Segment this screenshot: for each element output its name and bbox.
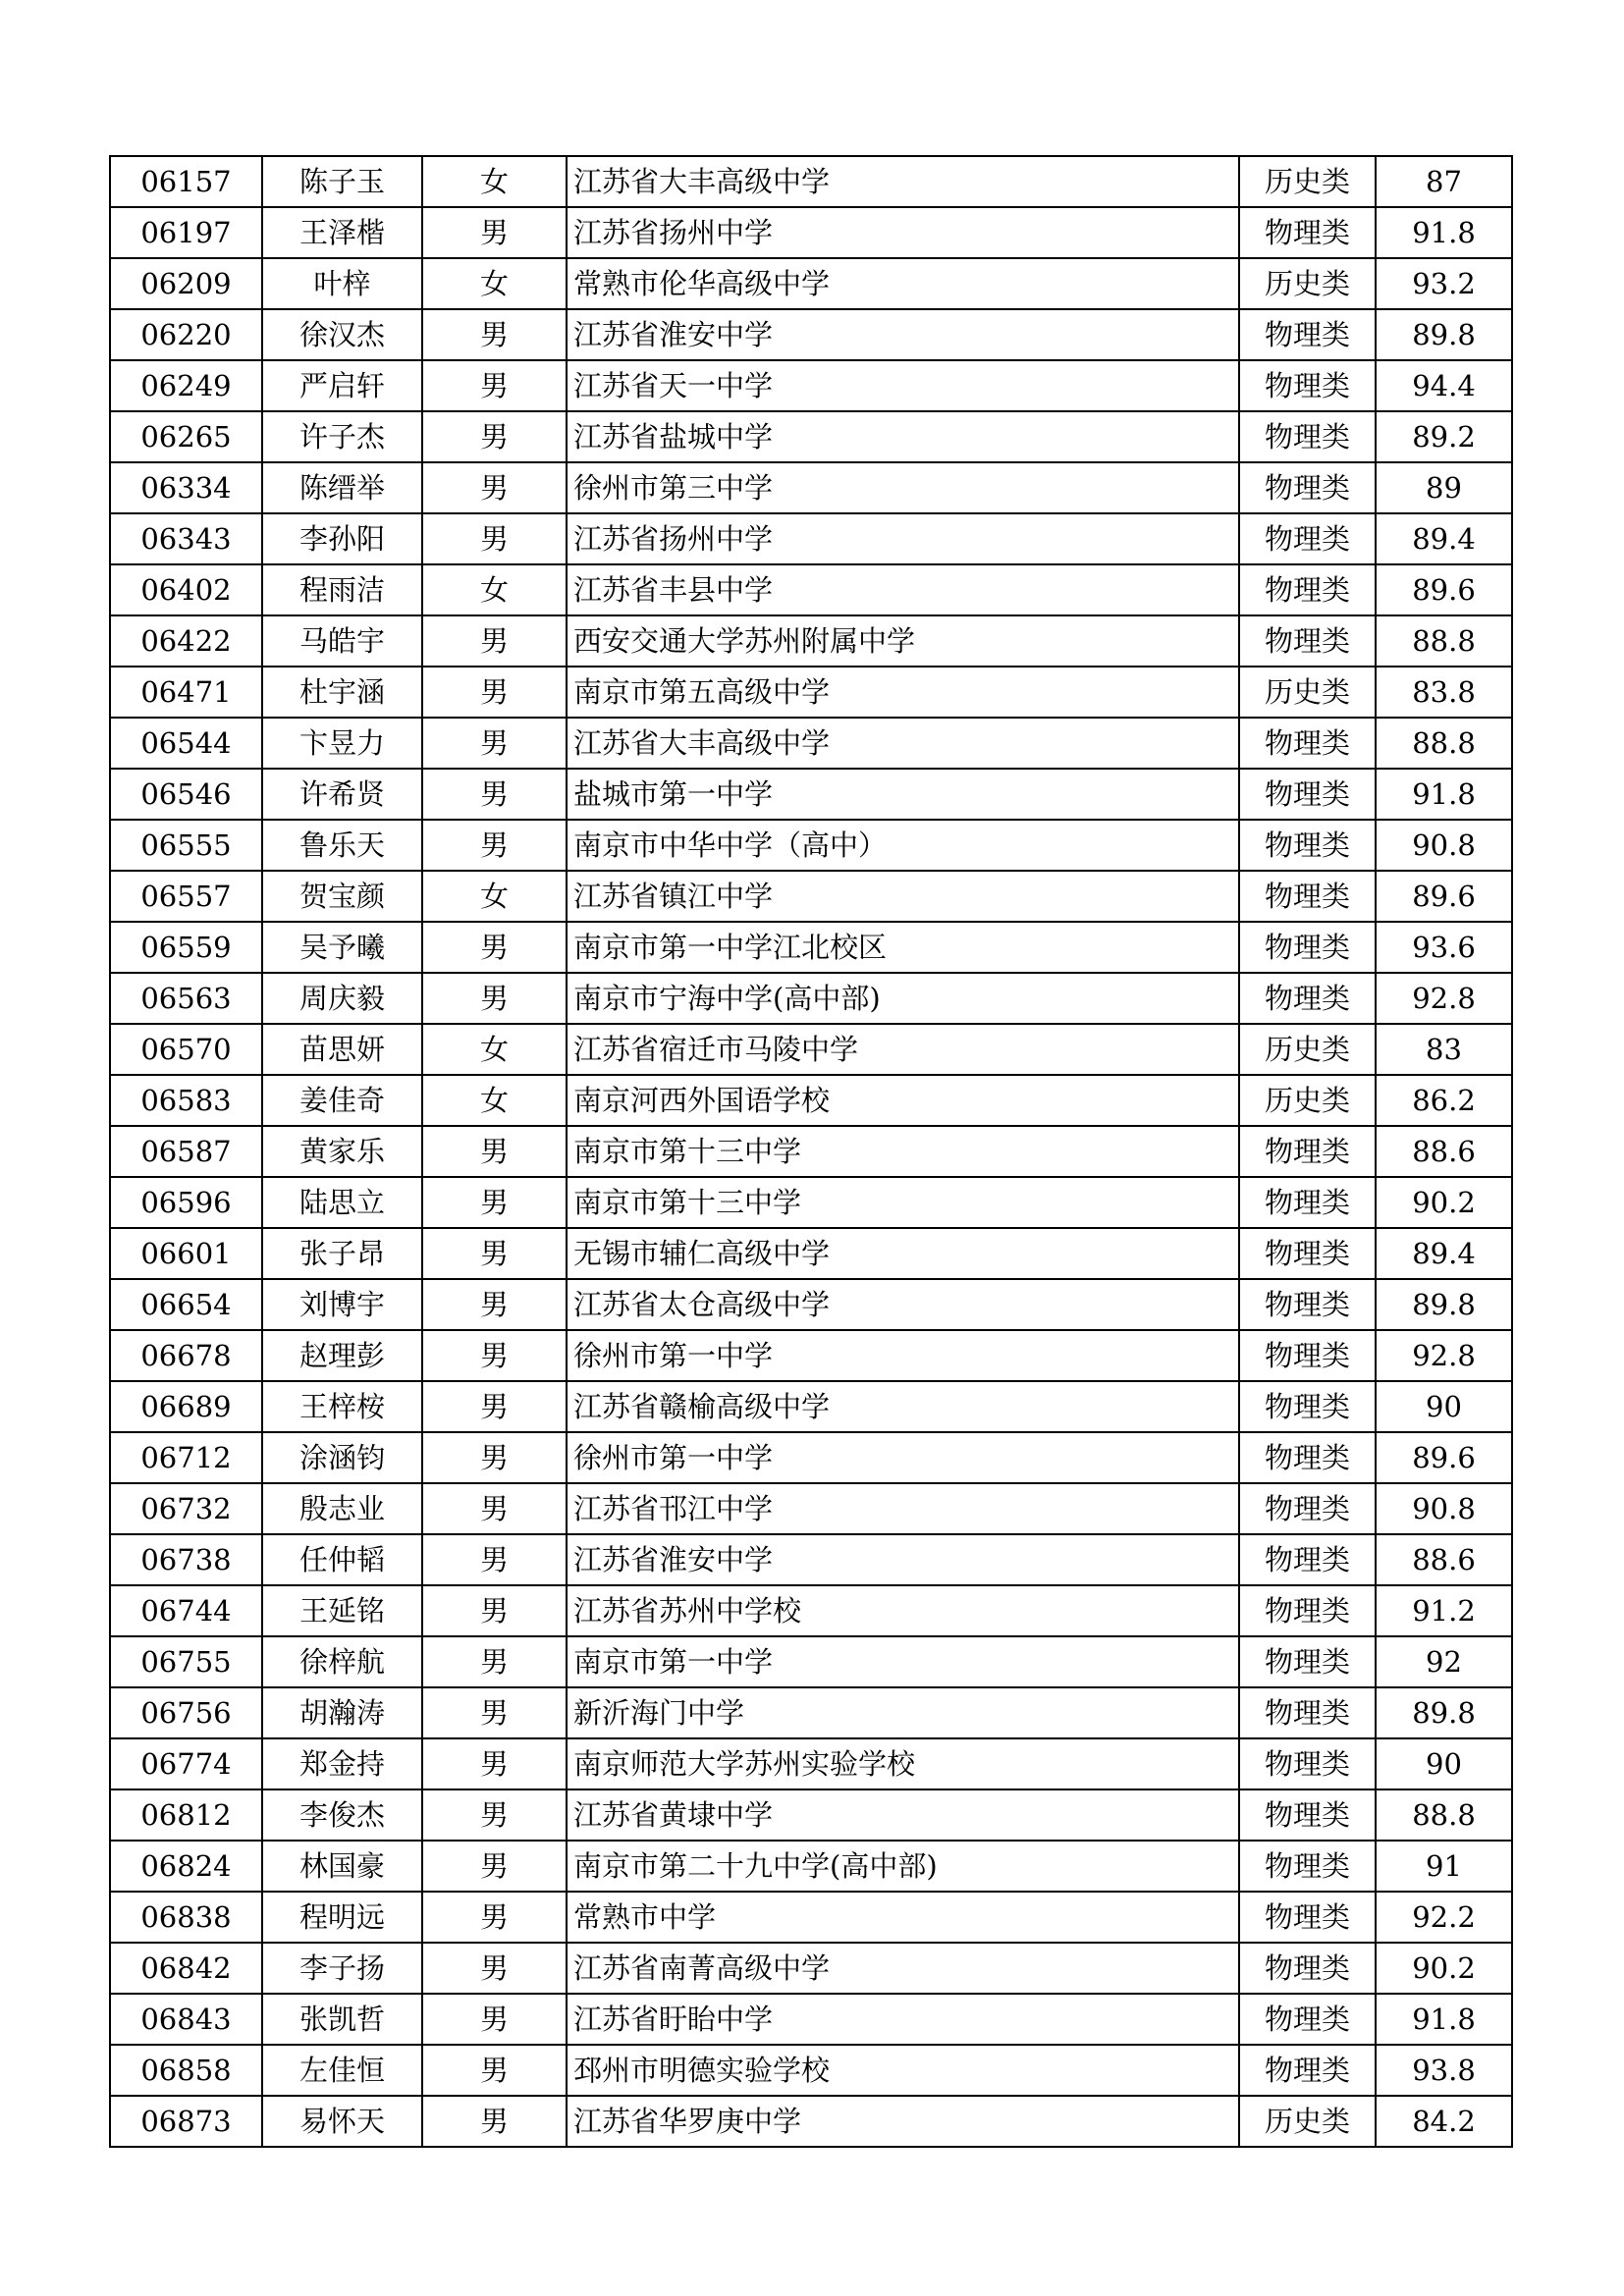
score-cell: 88.6 [1376, 1126, 1512, 1177]
student-id-cell: 06842 [110, 1943, 262, 1994]
subject-track-cell: 物理类 [1239, 615, 1376, 667]
gender-cell: 男 [422, 411, 567, 462]
school-cell: 南京市第十三中学 [567, 1126, 1239, 1177]
school-cell: 西安交通大学苏州附属中学 [567, 615, 1239, 667]
subject-track-cell: 物理类 [1239, 1177, 1376, 1228]
gender-cell: 男 [422, 973, 567, 1024]
school-cell: 南京市第一中学江北校区 [567, 922, 1239, 973]
score-cell: 91.8 [1376, 1994, 1512, 2045]
student-list-table [109, 155, 1513, 2148]
score-cell: 90.2 [1376, 1943, 1512, 1994]
gender-cell: 男 [422, 360, 567, 411]
student-id-cell: 06678 [110, 1330, 262, 1381]
student-id-cell: 06343 [110, 513, 262, 564]
student-id-cell: 06774 [110, 1738, 262, 1789]
school-cell: 南京市第一中学 [567, 1636, 1239, 1687]
subject-track-cell: 物理类 [1239, 922, 1376, 973]
student-name-cell: 易怀天 [262, 2096, 422, 2147]
school-cell: 江苏省苏州中学校 [567, 1585, 1239, 1636]
subject-track-cell: 物理类 [1239, 1279, 1376, 1330]
gender-cell: 男 [422, 1687, 567, 1738]
student-id-cell: 06197 [110, 207, 262, 258]
student-name-cell: 杜宇涵 [262, 667, 422, 718]
table-row [110, 1585, 1512, 1636]
subject-track-cell: 物理类 [1239, 1636, 1376, 1687]
subject-track-cell: 物理类 [1239, 718, 1376, 769]
student-id-cell: 06689 [110, 1381, 262, 1432]
school-cell: 徐州市第一中学 [567, 1432, 1239, 1483]
school-cell: 江苏省邗江中学 [567, 1483, 1239, 1534]
score-cell: 92.8 [1376, 1330, 1512, 1381]
subject-track-cell: 物理类 [1239, 513, 1376, 564]
school-cell: 南京市第二十九中学(高中部) [567, 1841, 1239, 1892]
school-cell: 江苏省大丰高级中学 [567, 718, 1239, 769]
school-cell: 新沂海门中学 [567, 1687, 1239, 1738]
table-row [110, 820, 1512, 871]
student-id-cell: 06838 [110, 1892, 262, 1943]
student-id-cell: 06596 [110, 1177, 262, 1228]
school-cell: 江苏省太仓高级中学 [567, 1279, 1239, 1330]
gender-cell: 女 [422, 1024, 567, 1075]
subject-track-cell: 物理类 [1239, 2045, 1376, 2096]
table-row [110, 1534, 1512, 1585]
student-name-cell: 马皓宇 [262, 615, 422, 667]
subject-track-cell: 历史类 [1239, 1024, 1376, 1075]
gender-cell: 男 [422, 820, 567, 871]
student-name-cell: 程明远 [262, 1892, 422, 1943]
table-row [110, 1892, 1512, 1943]
student-name-cell: 任仲韬 [262, 1534, 422, 1585]
table-row [110, 564, 1512, 615]
score-cell: 83 [1376, 1024, 1512, 1075]
student-id-cell: 06559 [110, 922, 262, 973]
score-cell: 88.8 [1376, 615, 1512, 667]
score-cell: 92.2 [1376, 1892, 1512, 1943]
table-row [110, 922, 1512, 973]
table-row [110, 1177, 1512, 1228]
table-row [110, 667, 1512, 718]
gender-cell: 男 [422, 1381, 567, 1432]
gender-cell: 男 [422, 1636, 567, 1687]
table-row [110, 1126, 1512, 1177]
school-cell: 南京市第十三中学 [567, 1177, 1239, 1228]
score-cell: 89.6 [1376, 564, 1512, 615]
student-id-cell: 06738 [110, 1534, 262, 1585]
table-row [110, 1330, 1512, 1381]
student-id-cell: 06824 [110, 1841, 262, 1892]
school-cell: 江苏省淮安中学 [567, 309, 1239, 360]
score-cell: 90.8 [1376, 820, 1512, 871]
student-id-cell: 06220 [110, 309, 262, 360]
score-cell: 91.2 [1376, 1585, 1512, 1636]
table-body [110, 156, 1512, 2147]
student-name-cell: 殷志业 [262, 1483, 422, 1534]
score-cell: 90 [1376, 1381, 1512, 1432]
student-id-cell: 06544 [110, 718, 262, 769]
score-cell: 89.4 [1376, 513, 1512, 564]
subject-track-cell: 物理类 [1239, 973, 1376, 1024]
student-id-cell: 06471 [110, 667, 262, 718]
school-cell: 无锡市辅仁高级中学 [567, 1228, 1239, 1279]
score-cell: 88.8 [1376, 718, 1512, 769]
score-cell: 91.8 [1376, 769, 1512, 820]
subject-track-cell: 物理类 [1239, 564, 1376, 615]
student-id-cell: 06843 [110, 1994, 262, 2045]
score-cell: 93.6 [1376, 922, 1512, 973]
student-name-cell: 张凯哲 [262, 1994, 422, 2045]
school-cell: 常熟市伦华高级中学 [567, 258, 1239, 309]
gender-cell: 男 [422, 1943, 567, 1994]
gender-cell: 男 [422, 1228, 567, 1279]
student-name-cell: 吴予曦 [262, 922, 422, 973]
table-row [110, 1228, 1512, 1279]
student-name-cell: 陆思立 [262, 1177, 422, 1228]
table-row [110, 1279, 1512, 1330]
score-cell: 90 [1376, 1738, 1512, 1789]
subject-track-cell: 物理类 [1239, 1789, 1376, 1841]
table-row [110, 258, 1512, 309]
table-row [110, 462, 1512, 513]
score-cell: 86.2 [1376, 1075, 1512, 1126]
school-cell: 江苏省天一中学 [567, 360, 1239, 411]
student-name-cell: 陈子玉 [262, 156, 422, 207]
student-id-cell: 06334 [110, 462, 262, 513]
student-name-cell: 贺宝颜 [262, 871, 422, 922]
score-cell: 89.6 [1376, 1432, 1512, 1483]
school-cell: 常熟市中学 [567, 1892, 1239, 1943]
table-row [110, 1994, 1512, 2045]
table-row [110, 1381, 1512, 1432]
gender-cell: 男 [422, 1738, 567, 1789]
student-id-cell: 06265 [110, 411, 262, 462]
student-name-cell: 苗思妍 [262, 1024, 422, 1075]
table-row [110, 156, 1512, 207]
student-id-cell: 06555 [110, 820, 262, 871]
gender-cell: 女 [422, 258, 567, 309]
school-cell: 盐城市第一中学 [567, 769, 1239, 820]
student-name-cell: 林国豪 [262, 1841, 422, 1892]
student-name-cell: 叶梓 [262, 258, 422, 309]
student-name-cell: 卞昱力 [262, 718, 422, 769]
score-cell: 89.6 [1376, 871, 1512, 922]
gender-cell: 男 [422, 1126, 567, 1177]
subject-track-cell: 物理类 [1239, 1841, 1376, 1892]
school-cell: 江苏省淮安中学 [567, 1534, 1239, 1585]
subject-track-cell: 物理类 [1239, 462, 1376, 513]
student-id-cell: 06157 [110, 156, 262, 207]
student-id-cell: 06587 [110, 1126, 262, 1177]
school-cell: 南京市宁海中学(高中部) [567, 973, 1239, 1024]
gender-cell: 男 [422, 1585, 567, 1636]
school-cell: 江苏省镇江中学 [567, 871, 1239, 922]
gender-cell: 男 [422, 513, 567, 564]
score-cell: 93.8 [1376, 2045, 1512, 2096]
subject-track-cell: 物理类 [1239, 820, 1376, 871]
table-row [110, 1841, 1512, 1892]
school-cell: 江苏省盱眙中学 [567, 1994, 1239, 2045]
student-id-cell: 06858 [110, 2045, 262, 2096]
student-name-cell: 赵理彭 [262, 1330, 422, 1381]
student-name-cell: 严启轩 [262, 360, 422, 411]
student-name-cell: 左佳恒 [262, 2045, 422, 2096]
student-id-cell: 06812 [110, 1789, 262, 1841]
student-name-cell: 刘博宇 [262, 1279, 422, 1330]
table-row [110, 513, 1512, 564]
table-row [110, 207, 1512, 258]
table-row [110, 1789, 1512, 1841]
table-row [110, 2045, 1512, 2096]
table-row [110, 973, 1512, 1024]
score-cell: 92 [1376, 1636, 1512, 1687]
gender-cell: 男 [422, 1483, 567, 1534]
gender-cell: 男 [422, 1841, 567, 1892]
student-name-cell: 王泽楷 [262, 207, 422, 258]
student-id-cell: 06249 [110, 360, 262, 411]
subject-track-cell: 物理类 [1239, 309, 1376, 360]
student-id-cell: 06712 [110, 1432, 262, 1483]
school-cell: 江苏省大丰高级中学 [567, 156, 1239, 207]
table-row [110, 309, 1512, 360]
school-cell: 邳州市明德实验学校 [567, 2045, 1239, 2096]
gender-cell: 女 [422, 1075, 567, 1126]
score-cell: 89.2 [1376, 411, 1512, 462]
gender-cell: 男 [422, 667, 567, 718]
gender-cell: 男 [422, 2096, 567, 2147]
subject-track-cell: 物理类 [1239, 207, 1376, 258]
score-cell: 89 [1376, 462, 1512, 513]
subject-track-cell: 历史类 [1239, 2096, 1376, 2147]
student-name-cell: 王延铭 [262, 1585, 422, 1636]
school-cell: 南京市第五高级中学 [567, 667, 1239, 718]
score-cell: 89.4 [1376, 1228, 1512, 1279]
gender-cell: 男 [422, 922, 567, 973]
subject-track-cell: 物理类 [1239, 360, 1376, 411]
subject-track-cell: 物理类 [1239, 769, 1376, 820]
student-name-cell: 郑金持 [262, 1738, 422, 1789]
gender-cell: 男 [422, 1994, 567, 2045]
student-name-cell: 姜佳奇 [262, 1075, 422, 1126]
subject-track-cell: 物理类 [1239, 1943, 1376, 1994]
student-name-cell: 陈缙举 [262, 462, 422, 513]
subject-track-cell: 物理类 [1239, 1432, 1376, 1483]
gender-cell: 女 [422, 564, 567, 615]
student-id-cell: 06557 [110, 871, 262, 922]
table-row [110, 1636, 1512, 1687]
student-name-cell: 王梓桉 [262, 1381, 422, 1432]
school-cell: 江苏省宿迁市马陵中学 [567, 1024, 1239, 1075]
subject-track-cell: 历史类 [1239, 156, 1376, 207]
table-row [110, 2096, 1512, 2147]
score-cell: 93.2 [1376, 258, 1512, 309]
score-cell: 88.6 [1376, 1534, 1512, 1585]
student-name-cell: 徐梓航 [262, 1636, 422, 1687]
student-name-cell: 胡瀚涛 [262, 1687, 422, 1738]
gender-cell: 男 [422, 309, 567, 360]
school-cell: 江苏省扬州中学 [567, 207, 1239, 258]
gender-cell: 男 [422, 2045, 567, 2096]
student-id-cell: 06744 [110, 1585, 262, 1636]
score-cell: 92.8 [1376, 973, 1512, 1024]
subject-track-cell: 物理类 [1239, 871, 1376, 922]
school-cell: 南京师范大学苏州实验学校 [567, 1738, 1239, 1789]
school-cell: 南京河西外国语学校 [567, 1075, 1239, 1126]
student-name-cell: 涂涵钧 [262, 1432, 422, 1483]
student-name-cell: 李子扬 [262, 1943, 422, 1994]
score-cell: 90.2 [1376, 1177, 1512, 1228]
score-cell: 87 [1376, 156, 1512, 207]
student-id-cell: 06873 [110, 2096, 262, 2147]
gender-cell: 男 [422, 1789, 567, 1841]
student-id-cell: 06570 [110, 1024, 262, 1075]
student-name-cell: 徐汉杰 [262, 309, 422, 360]
score-cell: 83.8 [1376, 667, 1512, 718]
table-row [110, 1075, 1512, 1126]
student-id-cell: 06563 [110, 973, 262, 1024]
subject-track-cell: 历史类 [1239, 1075, 1376, 1126]
gender-cell: 男 [422, 1892, 567, 1943]
subject-track-cell: 物理类 [1239, 1738, 1376, 1789]
table-row [110, 871, 1512, 922]
gender-cell: 男 [422, 1534, 567, 1585]
score-cell: 89.8 [1376, 1687, 1512, 1738]
score-cell: 90.8 [1376, 1483, 1512, 1534]
gender-cell: 男 [422, 1177, 567, 1228]
gender-cell: 男 [422, 207, 567, 258]
table-row [110, 1432, 1512, 1483]
table-row [110, 1738, 1512, 1789]
gender-cell: 男 [422, 1279, 567, 1330]
subject-track-cell: 物理类 [1239, 1534, 1376, 1585]
subject-track-cell: 物理类 [1239, 1892, 1376, 1943]
school-cell: 江苏省扬州中学 [567, 513, 1239, 564]
table-row [110, 1024, 1512, 1075]
table-row [110, 1687, 1512, 1738]
table-row [110, 1483, 1512, 1534]
student-name-cell: 周庆毅 [262, 973, 422, 1024]
school-cell: 江苏省盐城中学 [567, 411, 1239, 462]
student-id-cell: 06732 [110, 1483, 262, 1534]
student-name-cell: 鲁乐天 [262, 820, 422, 871]
subject-track-cell: 物理类 [1239, 1483, 1376, 1534]
school-cell: 江苏省赣榆高级中学 [567, 1381, 1239, 1432]
score-cell: 84.2 [1376, 2096, 1512, 2147]
subject-track-cell: 物理类 [1239, 1994, 1376, 2045]
gender-cell: 女 [422, 156, 567, 207]
school-cell: 徐州市第三中学 [567, 462, 1239, 513]
school-cell: 江苏省华罗庚中学 [567, 2096, 1239, 2147]
student-name-cell: 张子昂 [262, 1228, 422, 1279]
gender-cell: 男 [422, 1330, 567, 1381]
student-name-cell: 许希贤 [262, 769, 422, 820]
score-cell: 89.8 [1376, 309, 1512, 360]
gender-cell: 男 [422, 615, 567, 667]
student-name-cell: 李俊杰 [262, 1789, 422, 1841]
gender-cell: 女 [422, 871, 567, 922]
subject-track-cell: 物理类 [1239, 1585, 1376, 1636]
student-id-cell: 06402 [110, 564, 262, 615]
student-id-cell: 06422 [110, 615, 262, 667]
student-id-cell: 06654 [110, 1279, 262, 1330]
score-cell: 91.8 [1376, 207, 1512, 258]
gender-cell: 男 [422, 718, 567, 769]
subject-track-cell: 物理类 [1239, 1381, 1376, 1432]
student-id-cell: 06755 [110, 1636, 262, 1687]
subject-track-cell: 物理类 [1239, 1126, 1376, 1177]
table-row [110, 615, 1512, 667]
student-id-cell: 06546 [110, 769, 262, 820]
subject-track-cell: 物理类 [1239, 411, 1376, 462]
school-cell: 江苏省丰县中学 [567, 564, 1239, 615]
gender-cell: 男 [422, 769, 567, 820]
table-row [110, 360, 1512, 411]
student-id-cell: 06209 [110, 258, 262, 309]
school-cell: 江苏省南菁高级中学 [567, 1943, 1239, 1994]
gender-cell: 男 [422, 462, 567, 513]
gender-cell: 男 [422, 1432, 567, 1483]
student-name-cell: 许子杰 [262, 411, 422, 462]
student-name-cell: 黄家乐 [262, 1126, 422, 1177]
student-id-cell: 06756 [110, 1687, 262, 1738]
subject-track-cell: 物理类 [1239, 1228, 1376, 1279]
score-cell: 91 [1376, 1841, 1512, 1892]
score-cell: 89.8 [1376, 1279, 1512, 1330]
school-cell: 江苏省黄埭中学 [567, 1789, 1239, 1841]
subject-track-cell: 历史类 [1239, 258, 1376, 309]
subject-track-cell: 历史类 [1239, 667, 1376, 718]
student-id-cell: 06583 [110, 1075, 262, 1126]
student-name-cell: 李孙阳 [262, 513, 422, 564]
table-row [110, 411, 1512, 462]
subject-track-cell: 物理类 [1239, 1330, 1376, 1381]
table-row [110, 1943, 1512, 1994]
school-cell: 徐州市第一中学 [567, 1330, 1239, 1381]
school-cell: 南京市中华中学（高中） [567, 820, 1239, 871]
table-row [110, 769, 1512, 820]
student-name-cell: 程雨洁 [262, 564, 422, 615]
score-cell: 94.4 [1376, 360, 1512, 411]
subject-track-cell: 物理类 [1239, 1687, 1376, 1738]
score-cell: 88.8 [1376, 1789, 1512, 1841]
student-id-cell: 06601 [110, 1228, 262, 1279]
table-row [110, 718, 1512, 769]
